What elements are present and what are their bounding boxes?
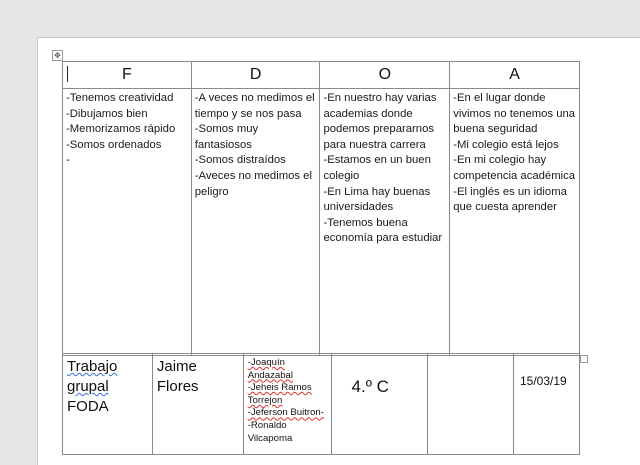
info-table	[62, 353, 580, 455]
list-item: -Somos ordenados	[66, 138, 162, 151]
member-name: -Joaquín Andazabal	[247, 357, 294, 381]
member-name: -Jeferson Buitron-	[247, 407, 324, 419]
title-line: Trabajo	[67, 358, 118, 375]
cell-oportunidades[interactable]	[320, 89, 450, 356]
header-oportunidades[interactable]: O	[320, 62, 450, 89]
cell-date[interactable]: 15/03/19	[514, 354, 580, 455]
list-item: -Somos muy fantasiosos	[194, 123, 259, 151]
cell-grade[interactable]: 4.º C	[331, 354, 428, 455]
author-line: Flores	[156, 378, 199, 395]
table-resize-handle-icon[interactable]	[580, 355, 588, 363]
cell-empty[interactable]	[428, 354, 514, 455]
list-item: -A veces no medimos el tiempo y se nos pasa	[194, 92, 315, 120]
foda-table	[62, 61, 580, 356]
title-line: grupal	[67, 378, 109, 395]
list-item: -Aveces no medimos el peligro	[194, 169, 312, 198]
list-item: -En Lima hay buenas universidades	[323, 185, 431, 214]
cell-amenazas[interactable]	[450, 89, 580, 356]
list-item: -Memorizamos rápido	[66, 123, 176, 136]
member-name: -Ronaldo Vilcapoma	[247, 419, 293, 444]
list-item: -Tenemos buena economía para estudiar	[323, 216, 443, 245]
author-line: Jaime	[156, 358, 197, 375]
member-name: -Jeheis Ramos Torrejon	[247, 382, 312, 406]
table-move-handle-icon[interactable]: ✥	[52, 50, 63, 61]
list-item: -Estamos en un buen colegio	[323, 154, 431, 182]
cell-title[interactable]	[63, 354, 153, 455]
list-item: -Tenemos creatividad	[66, 92, 174, 104]
list-item: -El inglés es un idioma que cuesta aprender	[453, 185, 567, 214]
title-line: FODA	[67, 398, 109, 415]
cell-fortalezas[interactable]	[63, 89, 192, 356]
list-item: -Somos distraídos	[194, 154, 286, 167]
list-item: -En mi colegio hay competencia académica	[453, 154, 576, 182]
list-item: -Mi colegio está lejos	[453, 138, 559, 151]
list-item: -	[66, 154, 70, 167]
header-fortalezas[interactable]: F	[63, 62, 192, 89]
cell-author[interactable]	[152, 354, 243, 455]
list-item: -En el lugar donde vivimos no tenemos una buena seguridad	[453, 92, 576, 136]
cell-members[interactable]	[243, 354, 331, 455]
cell-debilidades[interactable]	[191, 89, 320, 356]
header-debilidades[interactable]: D	[191, 62, 320, 89]
list-item: -En nuestro hay varias academias donde podemos prepararnos para nuestra carrera	[323, 92, 437, 151]
header-amenazas[interactable]: A	[450, 62, 580, 89]
list-item: -Dibujamos bien	[66, 107, 148, 120]
